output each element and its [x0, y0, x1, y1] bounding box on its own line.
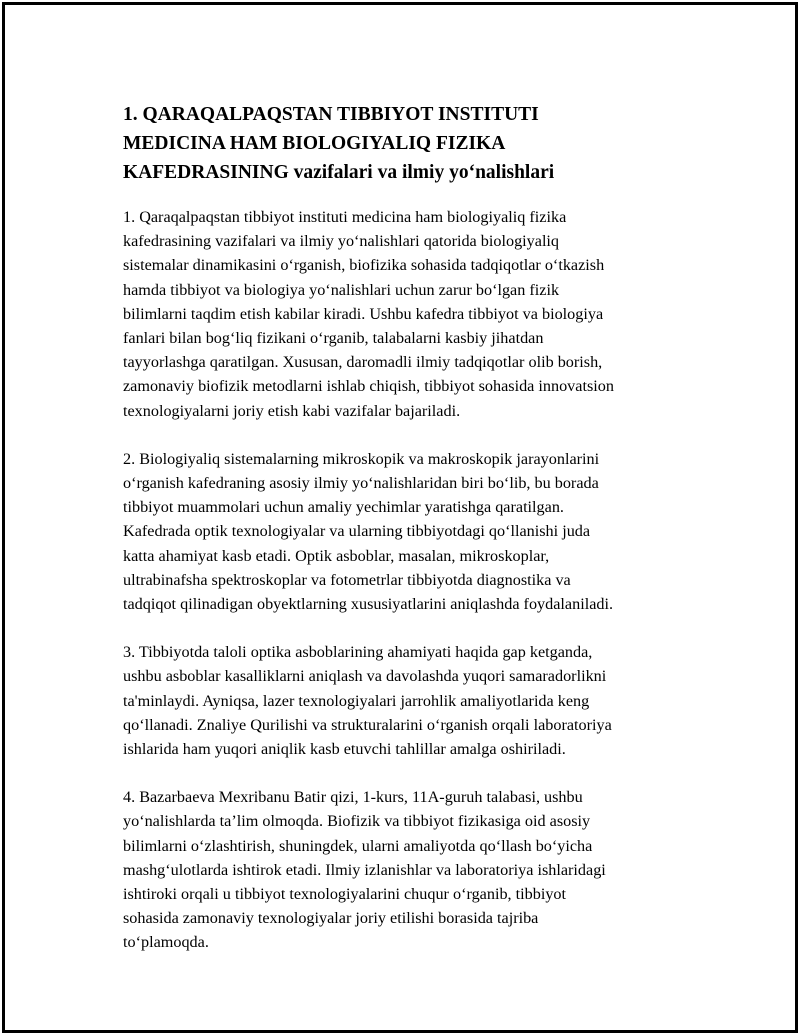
- text-line: yo‘nalishlarda ta’lim olmoqda. Biofizik va tibbiyot fizikasiga oid asosiy: [123, 812, 591, 831]
- text-line: kafedrasining vazifalari va ilmiy yo‘nalishlari qatorida biologiyaliq: [123, 232, 560, 251]
- paragraph-3: [123, 640, 693, 761]
- title-line: MEDICINA HAM BIOLOGIYALIQ FIZIKA: [123, 133, 506, 154]
- text-line: o‘rganish kafedraning asosiy ilmiy yo‘nalishlaridan biri bo‘lib, bu borada: [123, 474, 599, 493]
- text-line: ishlarida ham yuqori aniqlik kasb etuvchi tahlillar amalga oshiriladi.: [123, 740, 566, 759]
- text-line: bilimlarni taqdim etish kabilar kiradi. Ushbu kafedra tibbiyot va biologiya: [123, 304, 604, 323]
- text-line: sohasida zamonaviy texnologiyalar joriy etilishi borasida tajriba: [123, 909, 539, 928]
- text-line: ishtiroki orqali u tibbiyot texnologiyalarini chuqur o‘rganib, tibbiyot: [123, 885, 566, 904]
- text-line: katta ahamiyat kasb etadi. Optik asboblar, masalan, mikroskoplar,: [123, 546, 550, 565]
- paragraph-2: [123, 447, 693, 616]
- text-line: 4. Bazarbaeva Mexribanu Batir qizi, 1-kurs, 11A-guruh talabasi, ushbu: [123, 788, 583, 807]
- text-line: mashg‘ulotlarda ishtirok etadi. Ilmiy izlanishlar va laboratoriya ishlaridagi: [123, 860, 606, 879]
- text-line: sistemalar dinamikasini o‘rganish, biofizika sohasida tadqiqotlar o‘tkazish: [123, 256, 605, 275]
- text-line: bilimlarni o‘zlashtirish, shuningdek, ularni amaliyotda qo‘llash bo‘yicha: [123, 836, 593, 855]
- text-line: fanlari bilan bog‘liq fizikani o‘rganib, talabalarni kasbiy jihatdan: [123, 329, 544, 348]
- paragraph-1: [123, 205, 693, 423]
- text-line: 2. Biologiyaliq sistemalarning mikroskopik va makroskopik jarayonlarini: [123, 449, 600, 468]
- text-line: 1. Qaraqalpaqstan tibbiyot instituti medicina ham biologiyaliq fizika: [123, 208, 567, 226]
- text-line: zamonaviy biofizik metodlarni ishlab chiqish, tibbiyot sohasida innovatsion: [123, 377, 614, 396]
- text-line: to‘plamoqda.: [123, 933, 209, 952]
- text-line: ultrabinafsha spektroskoplar va fotometrlar tibbiyotda diagnostika va: [123, 570, 571, 589]
- page-frame: [2, 2, 798, 1033]
- text-line: tadqiqot qilinadigan obyektlarning xususiyatlarini aniqlashda foydalaniladi.: [123, 595, 614, 614]
- text-line: ta'minlaydi. Ayniqsa, lazer texnologiyalari jarrohlik amaliyotlarida keng: [123, 691, 590, 710]
- title-line: KAFEDRASINING vazifalari va ilmiy yo‘nalishlari: [123, 162, 555, 183]
- title-line: 1. QARAQALPAQSTAN TIBBIYOT INSTITUTI: [123, 104, 539, 125]
- text-line: texnologiyalarni joriy etish kabi vazifalar bajariladi.: [123, 401, 461, 420]
- document-title: [123, 100, 693, 187]
- paragraph-4: [123, 785, 693, 954]
- text-line: 3. Tibbiyotda taloli optika asboblarining ahamiyati haqida gap ketganda,: [123, 643, 593, 662]
- text-line: tayyorlashga qaratilgan. Xususan, daromadli ilmiy tadqiqotlar olib borish,: [123, 353, 603, 372]
- text-line: qo‘llanadi. Znaliye Qurilishi va strukturalarini o‘rganish orqali laboratoriya: [123, 715, 612, 734]
- text-line: Kafedrada optik texnologiyalar va ularning tibbiyotdagi qo‘llanishi juda: [123, 522, 591, 541]
- document-body: [123, 100, 693, 979]
- text-line: hamda tibbiyot va biologiya yo‘nalishlari uchun zarur bo‘lgan fizik: [123, 280, 560, 299]
- text-line: ushbu asboblar kasalliklarni aniqlash va davolashda yuqori samaradorlikni: [123, 667, 607, 686]
- text-line: tibbiyot muammolari uchun amaliy yechimlar yaratishga qaratilgan.: [123, 498, 564, 517]
